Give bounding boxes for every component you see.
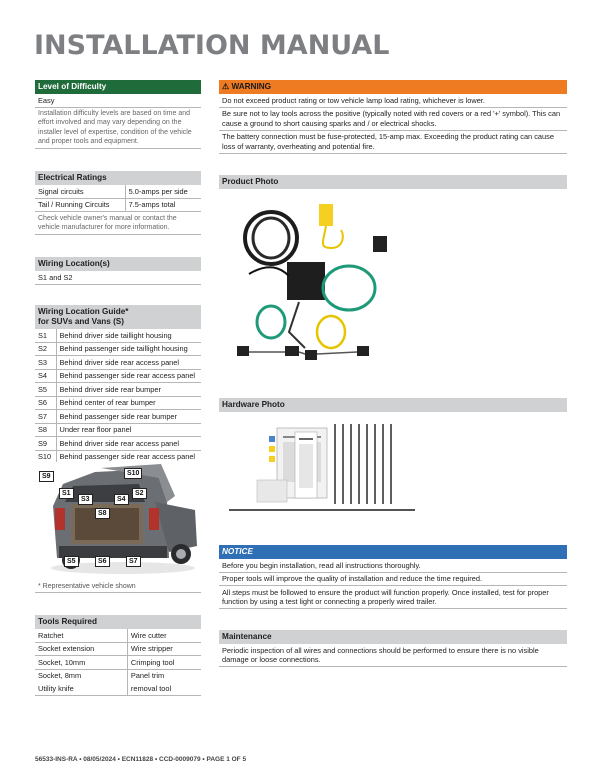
badge-s9: S9 xyxy=(39,471,54,482)
wiring-guide-table xyxy=(35,329,201,464)
warning-triangle-icon: ⚠ xyxy=(222,82,230,91)
guide-desc: Behind passenger side rear access panel xyxy=(56,450,201,464)
wiring-location-heading: Wiring Location(s) xyxy=(35,257,201,271)
table-row xyxy=(35,437,201,451)
electrical-table xyxy=(35,185,201,212)
badge-s3: S3 xyxy=(78,494,93,505)
product-photo xyxy=(219,192,567,382)
guide-code: S9 xyxy=(35,437,56,451)
badge-s6: S6 xyxy=(95,556,110,567)
electrical-value: 7.5-amps total xyxy=(125,198,201,212)
hardware-kit-image xyxy=(219,414,567,534)
table-row xyxy=(35,410,201,424)
guide-desc: Behind driver side rear access panel xyxy=(56,437,201,451)
page-footer: 56533-INS-RA • 08/05/2024 • ECN11828 • CCD-0009079 • PAGE 1 OF 5 xyxy=(35,756,247,763)
guide-desc: Behind passenger side taillight housing xyxy=(56,342,201,356)
badge-s2: S2 xyxy=(132,488,147,499)
wiring-guide-heading xyxy=(35,305,201,329)
product-photo-heading: Product Photo xyxy=(219,175,567,189)
badge-s5: S5 xyxy=(64,556,79,567)
warning-line: Do not exceed product rating or tow vehicle lamp load rating, whichever is lower. xyxy=(219,94,567,108)
table-row xyxy=(35,669,201,682)
difficulty-note: Installation difficulty levels are based on time and effort involved and may vary depending on the installer level of expertise, condition of the vehicle and proper tools and equipment. xyxy=(35,108,201,149)
maintenance-heading: Maintenance xyxy=(219,630,567,644)
badge-s4: S4 xyxy=(114,494,129,505)
warning-line: The battery connection must be fuse-protected, 15-amp max. Exceeding the product rating can cause loss of warranty, overheating and potential fire. xyxy=(219,131,567,154)
guide-code: S1 xyxy=(35,329,56,342)
table-row xyxy=(35,369,201,383)
difficulty-level: Easy xyxy=(35,94,201,108)
notice-heading: NOTICE xyxy=(219,545,567,559)
tool-item: Crimping tool xyxy=(127,656,201,670)
guide-code: S7 xyxy=(35,410,56,424)
suv-rear-image xyxy=(35,462,201,580)
tool-item: Wire stripper xyxy=(127,642,201,656)
guide-desc: Behind driver side rear bumper xyxy=(56,383,201,397)
guide-code: S5 xyxy=(35,383,56,397)
tool-item: Panel trim xyxy=(127,669,201,682)
warning-heading-bar xyxy=(219,80,567,94)
hardware-photo xyxy=(219,414,567,534)
guide-code: S4 xyxy=(35,369,56,383)
table-row xyxy=(35,198,201,212)
notice-line: Before you begin installation, read all instructions thoroughly. xyxy=(219,559,567,573)
table-row xyxy=(35,642,201,656)
badge-s1: S1 xyxy=(59,488,74,499)
difficulty-heading: Level of Difficulty xyxy=(35,80,201,94)
wiring-guide-section xyxy=(35,305,201,464)
electrical-value: 5.0-amps per side xyxy=(125,185,201,198)
wiring-location-value: S1 and S2 xyxy=(35,271,201,285)
tool-item: Utility knife xyxy=(35,682,127,695)
table-row xyxy=(35,682,201,695)
vehicle-caption-wrap xyxy=(35,581,201,593)
guide-code: S10 xyxy=(35,450,56,464)
guide-code: S3 xyxy=(35,356,56,370)
electrical-section xyxy=(35,171,201,235)
guide-code: S6 xyxy=(35,396,56,410)
badge-s10: S10 xyxy=(124,468,142,479)
guide-desc: Behind passenger side rear access panel xyxy=(56,369,201,383)
table-row xyxy=(35,329,201,342)
tools-heading: Tools Required xyxy=(35,615,201,629)
electrical-heading: Electrical Ratings xyxy=(35,171,201,185)
maintenance-text: Periodic inspection of all wires and connections should be performed to ensure there is no visible damage or loose connections. xyxy=(219,644,567,667)
notice-line: All steps must be followed to ensure the product will function properly. Once installed, test for proper function by using a test light or connecting a properly wired trailer. xyxy=(219,586,567,609)
hardware-photo-section xyxy=(219,398,567,412)
table-row xyxy=(35,383,201,397)
guide-desc: Behind passenger side rear bumper xyxy=(56,410,201,424)
electrical-label: Tail / Running Circuits xyxy=(35,198,125,212)
maintenance-section xyxy=(219,630,567,667)
guide-desc: Behind center of rear bumper xyxy=(56,396,201,410)
table-row xyxy=(35,396,201,410)
electrical-note: Check vehicle owner's manual or contact the vehicle manufacturer for more information. xyxy=(35,212,201,235)
guide-desc: Under rear floor panel xyxy=(56,423,201,437)
guide-code: S2 xyxy=(35,342,56,356)
tool-item: Wire cutter xyxy=(127,629,201,642)
wiring-harness-image xyxy=(219,192,567,382)
table-row xyxy=(35,342,201,356)
page-title: INSTALLATION MANUAL xyxy=(34,30,390,61)
vehicle-illustration xyxy=(35,462,201,580)
warning-heading: WARNING xyxy=(231,82,272,91)
tool-item: Socket, 8mm xyxy=(38,671,82,680)
table-row xyxy=(35,423,201,437)
product-photo-section xyxy=(219,175,567,189)
table-row xyxy=(35,185,201,198)
hardware-photo-heading: Hardware Photo xyxy=(219,398,567,412)
warning-section xyxy=(219,80,567,154)
tools-table xyxy=(35,629,201,696)
guide-desc: Behind driver side rear access panel xyxy=(56,356,201,370)
warning-line: Be sure not to lay tools across the positive (typically noted with red covers or a red '+' symbol). This can cause a ground to short causing sparks and / or electrical shocks. xyxy=(219,108,567,131)
table-row xyxy=(35,629,201,642)
guide-desc: Behind driver side taillight housing xyxy=(56,329,201,342)
tools-section xyxy=(35,615,201,696)
difficulty-section xyxy=(35,80,201,149)
tool-item: Socket extension xyxy=(35,642,127,656)
badge-s8: S8 xyxy=(95,508,110,519)
tool-item: Socket, 10mm xyxy=(35,656,127,670)
notice-line: Proper tools will improve the quality of installation and reduce the time required. xyxy=(219,573,567,587)
vehicle-caption: * Representative vehicle shown xyxy=(35,581,201,593)
wiring-guide-heading-line2: for SUVs and Vans (S) xyxy=(38,317,124,326)
tool-item: removal tool xyxy=(127,682,201,695)
table-row xyxy=(35,656,201,670)
notice-section xyxy=(219,545,567,609)
badge-s7: S7 xyxy=(126,556,141,567)
tool-item: Ratchet xyxy=(35,629,127,642)
wiring-guide-heading-line1: Wiring Location Guide* xyxy=(38,307,129,316)
table-row xyxy=(35,356,201,370)
electrical-label: Signal circuits xyxy=(35,185,125,198)
guide-code: S8 xyxy=(35,423,56,437)
wiring-location-section xyxy=(35,257,201,285)
